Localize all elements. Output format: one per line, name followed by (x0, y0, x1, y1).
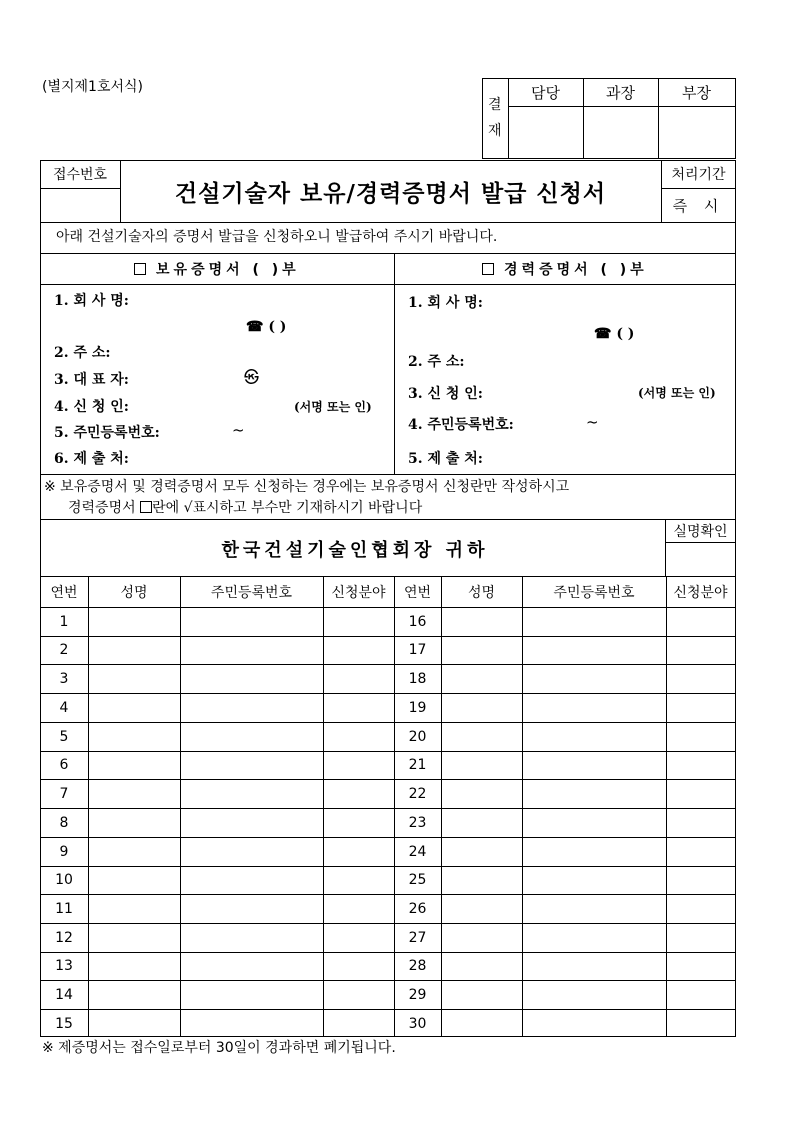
possession-cert-label: 보유증명서 ( )부 (156, 261, 300, 278)
table-cell-rrn[interactable] (523, 723, 665, 750)
identity-check-field[interactable] (666, 543, 735, 576)
checkbox-icon (140, 501, 152, 513)
seal-icon: ㉿ (244, 368, 260, 386)
row-number: 6 (59, 757, 69, 773)
table-cell-rrn[interactable] (523, 981, 665, 1008)
approval-col-director: 부장 (682, 83, 711, 102)
table-cell-field[interactable] (667, 895, 734, 922)
row-number: 19 (408, 699, 427, 716)
row-number: 25 (408, 872, 427, 888)
left-address: 2. 주 소: (54, 345, 111, 361)
table-cell-field[interactable] (324, 780, 393, 807)
table-cell-field[interactable] (324, 809, 393, 836)
table-cell-name[interactable] (89, 1010, 179, 1037)
row-number: 14 (55, 986, 73, 1003)
table-cell-field[interactable] (324, 1010, 393, 1037)
note-line-2 (68, 501, 422, 515)
row-number: 18 (408, 670, 427, 687)
row-number: 23 (408, 814, 427, 831)
table-cell-name[interactable] (442, 895, 521, 922)
approval-sign-staff[interactable] (509, 107, 582, 157)
table-cell-field[interactable] (667, 752, 734, 778)
approval-label-1: 결 (488, 97, 502, 113)
table-cell-rrn[interactable] (181, 608, 322, 635)
row-number: 10 (55, 872, 73, 888)
form-number: (별지제1호서식) (42, 79, 143, 95)
table-cell-rrn[interactable] (181, 780, 322, 807)
note-line-1: ※ 보유증명서 및 경력증명서 모두 신청하는 경우에는 보유증명서 신청란만 작성하시고 (44, 479, 570, 495)
left-rrn-separator: ~ (232, 421, 245, 439)
row-number: 29 (408, 986, 427, 1003)
receipt-number-field[interactable] (41, 189, 120, 222)
table-header-field-left: 신청분야 (331, 584, 386, 601)
table-cell-field[interactable] (324, 924, 393, 951)
table-cell-name[interactable] (442, 752, 521, 778)
table-cell-rrn[interactable] (181, 981, 322, 1008)
table-cell-name[interactable] (89, 637, 179, 663)
table-cell-field[interactable] (667, 780, 734, 807)
right-address: 2. 주 소: (408, 354, 465, 370)
receipt-number-label: 접수번호 (52, 167, 108, 183)
table-cell-field[interactable] (324, 895, 393, 922)
left-ceo: 3. 대 표 자: (54, 372, 129, 388)
table-cell-rrn[interactable] (523, 895, 665, 922)
row-number: 22 (408, 785, 427, 802)
table-cell-rrn[interactable] (523, 809, 665, 836)
processing-period-value: 즉 시 (672, 196, 725, 215)
table-cell-rrn[interactable] (181, 694, 322, 721)
right-rrn-separator: ~ (586, 413, 599, 431)
row-number: 3 (59, 670, 69, 687)
note-line-2-a: 경력증명서 (68, 500, 136, 516)
row-number: 12 (55, 929, 73, 946)
table-cell-field[interactable] (667, 723, 734, 750)
table-cell-field[interactable] (324, 723, 393, 750)
page-title: 건설기술자 보유/경력증명서 발급 신청서 (174, 179, 607, 207)
left-sign-note: (서명 또는 인) (294, 400, 372, 414)
table-header-seq-right: 연번 (403, 584, 432, 601)
table-cell-name[interactable] (442, 953, 521, 979)
possession-cert-checkbox[interactable] (134, 263, 146, 275)
left-submit-to: 6. 제 출 처: (54, 451, 129, 467)
row-number: 1 (59, 613, 69, 630)
row-number: 16 (408, 613, 427, 630)
left-applicant: 4. 신 청 인: (54, 399, 129, 415)
table-cell-name[interactable] (442, 981, 521, 1008)
table-cell-name[interactable] (89, 723, 179, 750)
table-cell-rrn[interactable] (523, 665, 665, 692)
table-cell-rrn[interactable] (523, 637, 665, 663)
table-cell-name[interactable] (89, 981, 179, 1008)
table-cell-rrn[interactable] (181, 953, 322, 979)
table-cell-name[interactable] (442, 809, 521, 836)
table-cell-name[interactable] (89, 867, 179, 893)
row-number: 26 (408, 900, 427, 917)
table-cell-name[interactable] (442, 694, 521, 721)
table-cell-field[interactable] (324, 752, 393, 778)
table-cell-rrn[interactable] (181, 924, 322, 951)
table-header-name-right: 성명 (467, 584, 496, 601)
table-cell-rrn[interactable] (181, 665, 322, 692)
table-cell-field[interactable] (667, 924, 734, 951)
table-cell-name[interactable] (442, 665, 521, 692)
possession-cert-header[interactable] (40, 253, 394, 284)
row-number: 21 (408, 757, 427, 773)
table-header-field-right: 신청분야 (673, 584, 728, 601)
left-phone: ☎ ( ) (246, 319, 287, 335)
approval-col-staff: 담당 (531, 83, 560, 102)
approval-sign-director[interactable] (659, 107, 734, 157)
table-cell-rrn[interactable] (181, 1010, 322, 1037)
table-cell-rrn[interactable] (523, 608, 665, 635)
table-cell-rrn[interactable] (523, 694, 665, 721)
recipient: 한국건설기술인협회장 귀하 (221, 539, 489, 561)
table-cell-field[interactable] (667, 981, 734, 1008)
career-cert-label: 경력증명서 ( )부 (504, 261, 648, 278)
career-cert-header[interactable] (394, 253, 736, 284)
table-cell-name[interactable] (442, 723, 521, 750)
right-submit-to: 5. 제 출 처: (408, 451, 483, 467)
processing-period-label: 처리기간 (671, 167, 726, 183)
table-header-rrn-right: 주민등록번호 (553, 584, 635, 601)
table-cell-field[interactable] (324, 867, 393, 893)
right-phone: ☎ ( ) (594, 326, 635, 342)
table-cell-rrn[interactable] (181, 752, 322, 778)
table-cell-field[interactable] (324, 981, 393, 1008)
row-number: 13 (55, 958, 73, 974)
table-cell-name[interactable] (89, 953, 179, 979)
table-cell-name[interactable] (442, 924, 521, 951)
table-cell-rrn[interactable] (523, 838, 665, 865)
table-cell-rrn[interactable] (523, 867, 665, 893)
table-cell-rrn[interactable] (523, 953, 665, 979)
right-sign-note: (서명 또는 인) (638, 386, 716, 400)
table-cell-name[interactable] (89, 752, 179, 778)
table-cell-name[interactable] (442, 608, 521, 635)
table-cell-rrn[interactable] (523, 752, 665, 778)
table-header-name-left: 성명 (120, 584, 148, 601)
table-cell-name[interactable] (89, 838, 179, 865)
table-cell-field[interactable] (324, 665, 393, 692)
table-cell-field[interactable] (324, 608, 393, 635)
table-cell-rrn[interactable] (523, 1010, 665, 1037)
table-cell-field[interactable] (667, 838, 734, 865)
identity-check-label: 실명확인 (673, 523, 728, 540)
row-number: 4 (59, 699, 69, 716)
table-cell-name[interactable] (442, 1010, 521, 1037)
row-number: 7 (59, 785, 69, 802)
table-cell-name[interactable] (442, 780, 521, 807)
table-cell-field[interactable] (667, 953, 734, 979)
table-cell-field[interactable] (324, 838, 393, 865)
note-line-2-b: 란에 √표시하고 부수만 기재하시기 바랍니다 (152, 500, 423, 516)
right-company-name: 1. 회 사 명: (408, 295, 483, 311)
table-cell-field[interactable] (324, 694, 393, 721)
row-number: 2 (59, 642, 69, 658)
table-cell-rrn[interactable] (181, 809, 322, 836)
row-number: 9 (59, 843, 69, 860)
table-cell-field[interactable] (667, 809, 734, 836)
table-cell-name[interactable] (89, 608, 179, 635)
table-cell-name[interactable] (442, 867, 521, 893)
row-number: 17 (408, 642, 427, 658)
row-number: 11 (55, 900, 73, 917)
table-header-rrn-left: 주민등록번호 (210, 584, 293, 601)
table-cell-field[interactable] (667, 867, 734, 893)
table-cell-name[interactable] (89, 694, 179, 721)
table-cell-rrn[interactable] (181, 637, 322, 663)
career-cert-checkbox[interactable] (482, 263, 494, 275)
table-cell-rrn[interactable] (181, 895, 322, 922)
table-cell-field[interactable] (667, 637, 734, 663)
table-cell-field[interactable] (667, 1010, 734, 1037)
table-cell-name[interactable] (89, 895, 179, 922)
table-cell-name[interactable] (89, 809, 179, 836)
table-cell-rrn[interactable] (523, 924, 665, 951)
row-number: 8 (59, 814, 69, 831)
intro-text: 아래 건설기술자의 증명서 발급을 신청하오니 발급하여 주시기 바랍니다. (56, 229, 498, 245)
table-cell-name[interactable] (89, 665, 179, 692)
table-cell-field[interactable] (667, 694, 734, 721)
table-cell-field[interactable] (667, 665, 734, 692)
row-number: 24 (408, 843, 427, 860)
table-cell-name[interactable] (442, 637, 521, 663)
table-cell-rrn[interactable] (181, 838, 322, 865)
right-applicant: 3. 신 청 인: (408, 386, 483, 402)
left-company-name: 1. 회 사 명: (54, 293, 129, 309)
table-cell-name[interactable] (442, 838, 521, 865)
right-rrn: 4. 주민등록번호: (408, 417, 514, 433)
approval-label-2: 재 (488, 123, 502, 139)
table-cell-name[interactable] (89, 924, 179, 951)
row-number: 30 (408, 1015, 427, 1032)
row-number: 28 (408, 958, 427, 974)
table-cell-field[interactable] (667, 608, 734, 635)
approval-col-manager: 과장 (606, 83, 635, 102)
table-header-seq-left: 연번 (50, 584, 78, 601)
table-cell-field[interactable] (324, 953, 393, 979)
row-number: 20 (408, 728, 427, 745)
row-number: 15 (55, 1015, 73, 1032)
table-cell-rrn[interactable] (523, 780, 665, 807)
footer-note: ※ 제증명서는 접수일로부터 30일이 경과하면 폐기됩니다. (42, 1040, 396, 1056)
table-cell-name[interactable] (89, 780, 179, 807)
approval-sign-manager[interactable] (584, 107, 657, 157)
table-cell-rrn[interactable] (181, 867, 322, 893)
left-rrn: 5. 주민등록번호: (54, 425, 160, 441)
table-cell-rrn[interactable] (181, 723, 322, 750)
row-number: 5 (59, 728, 69, 745)
row-number: 27 (408, 929, 427, 946)
table-cell-field[interactable] (324, 637, 393, 663)
